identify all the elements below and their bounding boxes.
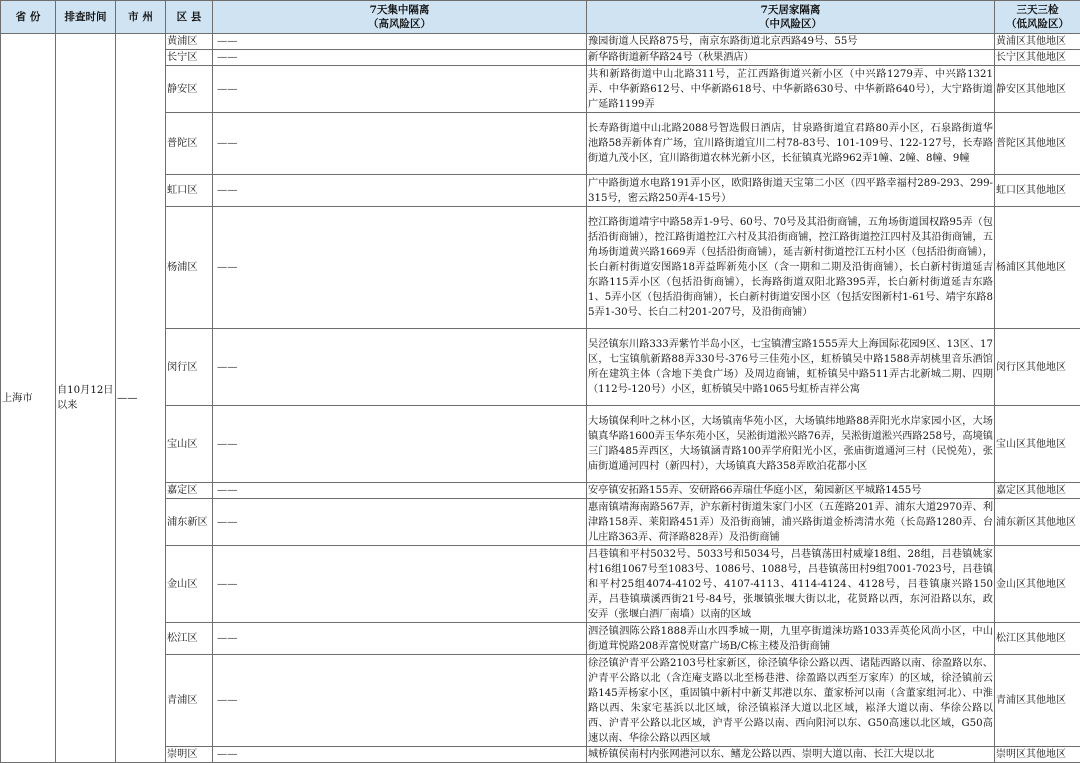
header-low-subtitle: （低风险区） — [1006, 18, 1069, 30]
header-row — [1, 1, 1080, 34]
mid-risk-cell: 安亭镇安拓路155弄、安研路66弄瑞仕华庭小区，菊园新区平城路1455号 — [587, 483, 995, 499]
low-risk-cell: 黄浦区其他地区 — [995, 34, 1080, 50]
header-low-title: 三天三检 — [1016, 4, 1059, 16]
mid-risk-cell: 长寿路街道中山北路2088号智选假日酒店，甘泉路街道宜君路80弄小区，石泉路街道华池路58弄新体育广场，宜川路街道宜川二村78-83号、101-109号、122-127号，长寿路街道九茂小区，宜川路街道农林光新小区，长征镇真光路962弄1幢、2幢、8幢、9幢 — [587, 113, 995, 175]
low-risk-cell: 嘉定区其他地区 — [995, 483, 1080, 499]
high-risk-cell: —— — [213, 66, 587, 113]
high-risk-cell: —— — [213, 113, 587, 175]
header-since-label: 排查时间 — [64, 11, 107, 23]
low-risk-cell: 崇明区其他地区 — [995, 747, 1080, 763]
mid-risk-cell: 控江路街道靖宇中路58弄1-9号、60号、70号及其沿街商铺，五角场街道国权路95弄（包括沿街商铺），控江路街道控江六村及其沿街商铺，控江路街道控江四村及其沿街商铺，五角场街道黄兴路1669弄（包括沿街商铺），延吉新村街道控江五村小区（包括沿街商铺），长白新村街道安图路18弄益晖新苑小区（含一期和二期及沿街商铺），长白新村街道延吉东路115弄小区（包括沿街商铺），长海路街道双阳北路395弄，长白新村街道延吉东路1、5弄小区（包括沿街商铺），长白新村街道安图小区（包括安图新村1-61号、靖宇东路85弄1-30号、长白二村201-207号，及沿街商铺） — [587, 207, 995, 329]
district-cell: 虹口区 — [166, 175, 213, 207]
low-risk-cell: 宝山区其他地区 — [995, 406, 1080, 483]
header-high-title: 7天集中隔离 — [369, 4, 430, 16]
mid-risk-cell: 新华路街道新华路24号（秋果酒店） — [587, 50, 995, 66]
header-high-risk — [213, 1, 587, 34]
district-cell: 长宁区 — [166, 50, 213, 66]
district-cell: 嘉定区 — [166, 483, 213, 499]
low-risk-cell: 长宁区其他地区 — [995, 50, 1080, 66]
district-cell: 宝山区 — [166, 406, 213, 483]
header-district — [166, 1, 213, 34]
high-risk-cell: —— — [213, 623, 587, 655]
high-risk-cell: —— — [213, 34, 587, 50]
table-row — [1, 34, 1080, 50]
header-mid-risk — [587, 1, 995, 34]
mid-risk-cell: 共和新路街道中山北路311号，芷江西路街道兴新小区（中兴路1279弄、中兴路1321弄、中华新路612号、中华新路618号、中华新路630号、中华新路640号），大宁路街道广延路1199弄 — [587, 66, 995, 113]
header-district-label: 区 县 — [176, 11, 202, 23]
header-mid-title: 7天居家隔离 — [760, 4, 821, 16]
header-province-label: 省 份 — [15, 11, 41, 23]
mid-risk-cell: 吕巷镇和平村5032号、5033号和5034号，吕巷镇荡田村威壕18组、28组，吕巷镇姚家村16组1067号至1083号、1086号、1088号，吕巷镇荡田村9组7001-7023号，吕巷镇和平村25组4074-4102号、4107-4113、4114-4124、4128号，吕巷镇康兴路150弄，吕巷镇璜溪西街21号-84号，张堰镇张堰大街以北，花贤路以西，东河沿路以东，政安弄（张堰白酒厂南墙）以南的区域 — [587, 546, 995, 623]
mid-risk-cell: 大场镇保利叶之林小区，大场镇南华苑小区，大场镇纬地路88弄阳光水岸家园小区，大场镇真华路1600弄玉华东苑小区，吴淞街道淞兴路76弄，吴淞街道淞兴西路258号，高境镇三门路485弄西区，大场镇涵青路100弄学府阳光小区，张庙街道通河三村（民悦苑），张庙街道通河四村（新四村），大场镇真大路358弄欧泊花都小区 — [587, 406, 995, 483]
header-high-subtitle: （高风险区） — [368, 18, 431, 30]
low-risk-cell: 静安区其他地区 — [995, 66, 1080, 113]
high-risk-cell: —— — [213, 655, 587, 747]
low-risk-cell: 浦东新区其他地区 — [995, 499, 1080, 546]
mid-risk-cell: 泗泾镇泗陈公路1888弄山水四季城一期，九里亭街道涞坊路1033弄英伦风尚小区，中山街道茸悦路208弄富悦财富广场B/C栋主楼及沿街商铺 — [587, 623, 995, 655]
header-mid-subtitle: （中风险区） — [759, 18, 822, 30]
district-cell: 杨浦区 — [166, 207, 213, 329]
header-city-label: 市 州 — [128, 11, 153, 23]
low-risk-cell: 虹口区其他地区 — [995, 175, 1080, 207]
high-risk-cell: —— — [213, 747, 587, 763]
since-cell: 自10月12日以来 — [56, 34, 116, 763]
province-cell: 上海市 — [1, 34, 56, 763]
low-risk-cell: 金山区其他地区 — [995, 546, 1080, 623]
low-risk-cell: 松江区其他地区 — [995, 623, 1080, 655]
district-cell: 黄浦区 — [166, 34, 213, 50]
district-cell: 金山区 — [166, 546, 213, 623]
low-risk-cell: 普陀区其他地区 — [995, 113, 1080, 175]
district-cell: 静安区 — [166, 66, 213, 113]
high-risk-cell: —— — [213, 406, 587, 483]
header-since — [56, 1, 116, 34]
mid-risk-cell: 广中路街道水电路191弄小区，欧阳路街道天宝第二小区（四平路幸福村289-293、299-315号，密云路250弄4-15号） — [587, 175, 995, 207]
header-city — [116, 1, 166, 34]
mid-risk-cell: 惠南镇靖海南路567弄，沪东新村街道朱家门小区（五莲路201弄、浦东大道2970弄、利津路158弄、莱阳路451弄）及沿街商铺，浦兴路街道金桥湾清水苑（长岛路1280弄、台儿庄路363弄、荷泽路828弄）及沿街商铺 — [587, 499, 995, 546]
high-risk-cell: —— — [213, 175, 587, 207]
district-cell: 闵行区 — [166, 329, 213, 406]
mid-risk-cell: 豫园街道人民路875号，南京东路街道北京西路49号、55号 — [587, 34, 995, 50]
mid-risk-cell: 吴泾镇东川路333弄紫竹半岛小区，七宝镇漕宝路1555弄大上海国际花园9区、13区、17区，七宝镇航新路88弄330号-376号三佳苑小区，虹桥镇吴中路1588弄胡桃里音乐酒馆所在建筑主体（含地下美食广场）及周边商铺，虹桥镇吴中路511弄古北新城二期、四期（112号-120号）小区，虹桥镇吴中路1065号虹桥吉祥公寓 — [587, 329, 995, 406]
high-risk-cell: —— — [213, 207, 587, 329]
high-risk-cell: —— — [213, 483, 587, 499]
district-cell: 松江区 — [166, 623, 213, 655]
header-province — [1, 1, 56, 34]
high-risk-cell: —— — [213, 546, 587, 623]
district-cell: 普陀区 — [166, 113, 213, 175]
district-cell: 崇明区 — [166, 747, 213, 763]
low-risk-cell: 闵行区其他地区 — [995, 329, 1080, 406]
table-body — [1, 34, 1080, 763]
district-cell: 青浦区 — [166, 655, 213, 747]
mid-risk-cell: 城桥镇侯南村内张网港河以东、鳍龙公路以西、崇明大道以南、长江大堤以北 — [587, 747, 995, 763]
high-risk-cell: —— — [213, 50, 587, 66]
low-risk-cell: 青浦区其他地区 — [995, 655, 1080, 747]
city-cell: —— — [116, 34, 166, 763]
low-risk-cell: 杨浦区其他地区 — [995, 207, 1080, 329]
mid-risk-cell: 徐泾镇沪青平公路2103号杜家新区，徐泾镇华徐公路以西、诸陆西路以南、徐盈路以东、沪青平公路以北（含迮庵支路以北至杨巷港、徐盈路以西至万家库）的区域，徐泾镇前云路145弄杨家小区，重固镇中新村中新艾邦港以东、董家桥河以南（含董家组河北）、中淮路以西、朱家宅基浜以北区域，徐泾镇崧泽大道以北区域，崧泽大道以南、华徐公路以西、沪青平公路以北区域，沪青平公路以南、西向阳河以东、G50高速以北区域，G50高速以南、华徐公路以西区域 — [587, 655, 995, 747]
header-low-risk — [995, 1, 1080, 34]
district-cell: 浦东新区 — [166, 499, 213, 546]
high-risk-cell: —— — [213, 499, 587, 546]
high-risk-cell: —— — [213, 329, 587, 406]
